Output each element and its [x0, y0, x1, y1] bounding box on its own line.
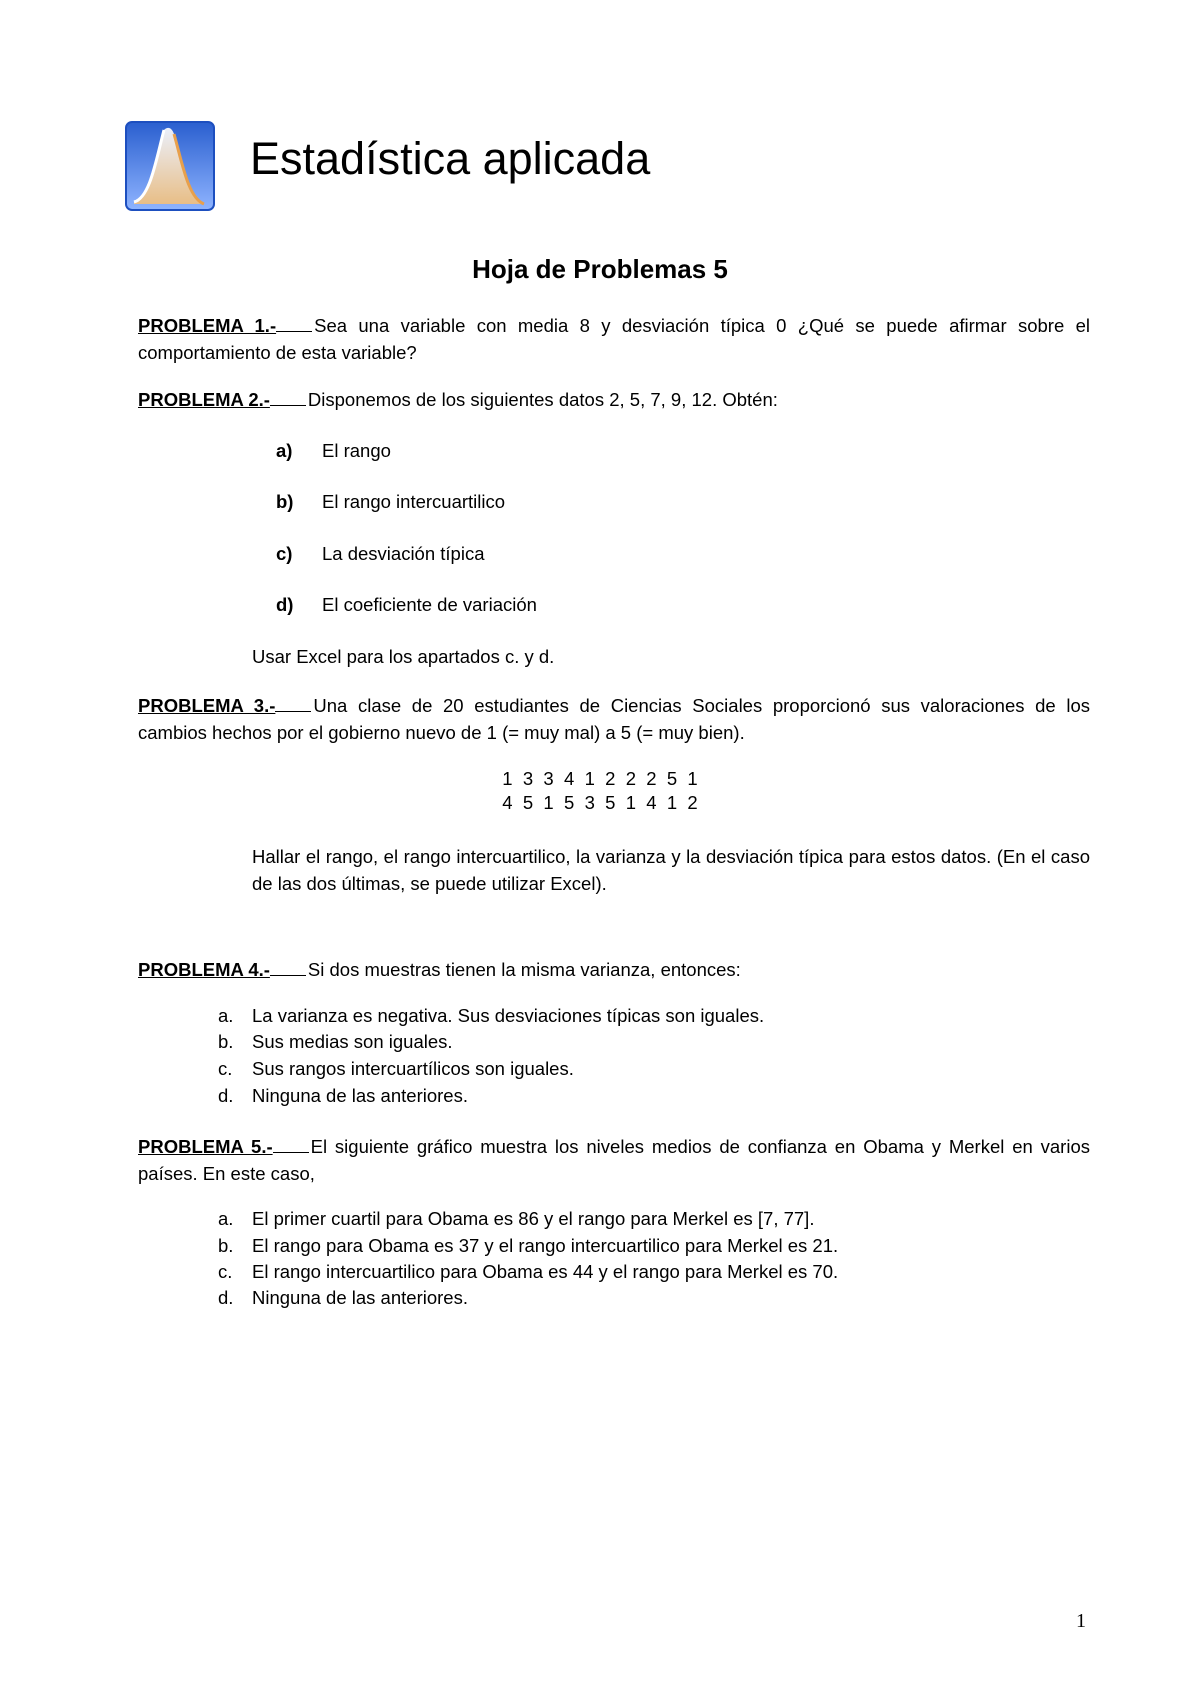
option-key: d.	[218, 1287, 234, 1308]
option-key: c.	[218, 1058, 233, 1079]
problem-5-text: El siguiente gráfico muestra los niveles medios de confianza en Obama y Merkel en varios países. En este caso,	[138, 1136, 1090, 1184]
bell-curve-logo-icon	[124, 120, 216, 212]
data-row-2: 4 5 1 5 3 5 1 4 1 2	[502, 792, 698, 813]
problem-3-text: Una clase de 20 estudiantes de Ciencias Sociales proporcionó sus valoraciones de los cambios hechos por el gobierno nuevo de 1 (= muy mal) a 5 (= muy bien).	[138, 695, 1090, 743]
problem-4-label: PROBLEMA 4.-	[138, 959, 270, 980]
list-item	[218, 1056, 574, 1082]
item-key: d)	[276, 594, 294, 615]
item-text: El coeficiente de variación	[322, 594, 537, 615]
list-item	[218, 1029, 453, 1055]
option-key: b.	[218, 1235, 234, 1256]
option-key: c.	[218, 1261, 233, 1282]
item-text: El rango	[322, 440, 391, 461]
option-key: d.	[218, 1085, 234, 1106]
problem-4	[138, 956, 1090, 983]
option-text: Sus medias son iguales.	[252, 1031, 453, 1052]
underline-gap	[270, 391, 306, 406]
underline-gap	[276, 317, 312, 332]
item-key: c)	[276, 543, 293, 564]
problem-2-text: Disponemos de los siguientes datos 2, 5, 7, 9, 12. Obtén:	[307, 389, 778, 410]
logo	[124, 120, 216, 212]
problem-2	[138, 386, 1090, 413]
option-text: Sus rangos intercuartílicos son iguales.	[252, 1058, 574, 1079]
problem-1-label: PROBLEMA 1.-	[138, 315, 277, 336]
problem-2-label: PROBLEMA 2.-	[138, 389, 270, 410]
list-item	[218, 1259, 838, 1285]
option-text: El rango para Obama es 37 y el rango intercuartilico para Merkel es 21.	[252, 1235, 839, 1256]
list-item	[276, 542, 485, 566]
list-item	[276, 593, 537, 617]
option-text: Ninguna de las anteriores.	[252, 1085, 468, 1106]
problem-3-label: PROBLEMA 3.-	[138, 695, 276, 716]
list-item	[218, 1083, 468, 1109]
underline-gap	[270, 961, 306, 976]
list-item	[276, 439, 391, 463]
problem-3-task: Hallar el rango, el rango intercuartilico, la varianza y la desviación típica para estos datos. (En el caso de las dos últimas, se puede utilizar Excel).	[252, 846, 1090, 894]
page-number: 1	[1076, 1610, 1086, 1632]
item-text: La desviación típica	[322, 543, 485, 564]
list-item	[218, 1206, 814, 1232]
data-row-1: 1 3 3 4 1 2 2 2 5 1	[502, 768, 698, 789]
list-item	[276, 490, 505, 514]
sheet-title: Hoja de Problemas 5	[472, 254, 728, 284]
problem-5-label: PROBLEMA 5.-	[138, 1136, 273, 1157]
list-item	[218, 1285, 468, 1311]
option-key: b.	[218, 1031, 234, 1052]
problem-3	[138, 692, 1090, 746]
item-key: b)	[276, 491, 294, 512]
list-item	[218, 1233, 838, 1259]
underline-gap	[273, 1138, 309, 1153]
option-text: El rango intercuartilico para Obama es 44 y el rango para Merkel es 70.	[252, 1261, 839, 1282]
problem-4-text: Si dos muestras tienen la misma varianza, entonces:	[307, 959, 741, 980]
option-text: Ninguna de las anteriores.	[252, 1287, 468, 1308]
list-item	[218, 1003, 764, 1029]
underline-gap	[275, 697, 311, 712]
problem-5	[138, 1133, 1090, 1187]
header-title: Estadística aplicada	[250, 133, 651, 184]
option-key: a.	[218, 1005, 234, 1026]
item-key: a)	[276, 440, 293, 461]
option-key: a.	[218, 1208, 234, 1229]
problem-2-note: Usar Excel para los apartados c. y d.	[252, 646, 555, 667]
option-text: El primer cuartil para Obama es 86 y el rango para Merkel es [7, 77].	[252, 1208, 815, 1229]
item-text: El rango intercuartilico	[322, 491, 506, 512]
problem-1-text: Sea una variable con media 8 y desviación típica 0 ¿Qué se puede afirmar sobre el comportamiento de esta variable?	[138, 315, 1090, 363]
problem-1	[138, 312, 1090, 366]
option-text: La varianza es negativa. Sus desviaciones típicas son iguales.	[252, 1005, 765, 1026]
